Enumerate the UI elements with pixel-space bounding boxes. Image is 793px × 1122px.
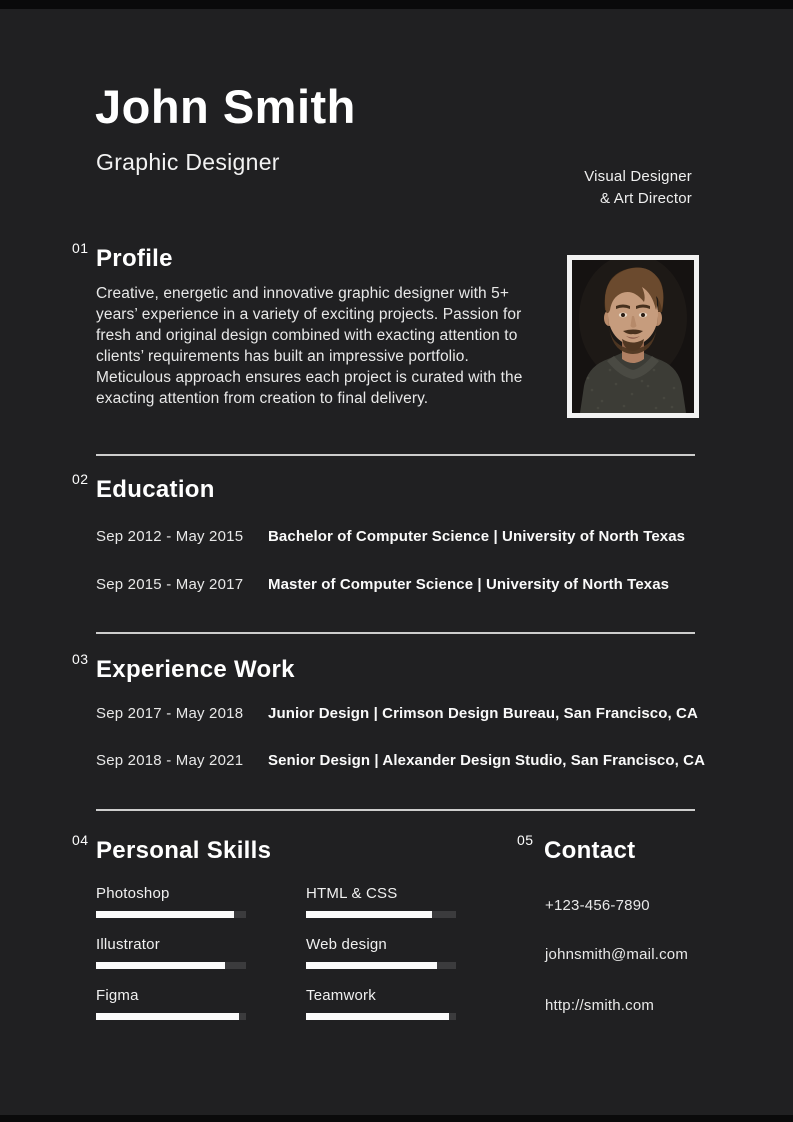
skill-bar: [306, 911, 456, 918]
entry-dates: Sep 2018 - May 2021: [96, 752, 244, 769]
skill-item: [306, 884, 476, 918]
skill-bar: [96, 962, 246, 969]
entry-description: Master of Computer Science | University of North Texas: [268, 576, 670, 593]
skill-bar-fill: [96, 911, 234, 918]
person-name: John Smith: [95, 80, 356, 133]
skill-bar-fill: [96, 1013, 239, 1020]
section-number-skills: 04: [72, 832, 89, 848]
section-title-contact: Contact: [544, 837, 636, 864]
section-title-experience: Experience Work: [96, 656, 295, 683]
education-entry: [96, 526, 736, 547]
skill-bar: [96, 911, 246, 918]
skill-label: Teamwork: [306, 987, 376, 1004]
section-title-skills: Personal Skills: [96, 837, 272, 864]
skill-item: [96, 935, 266, 969]
skill-bar: [306, 1013, 456, 1020]
contact-email: johnsmith@mail.com: [545, 946, 689, 963]
section-number-profile: 01: [72, 240, 89, 256]
entry-dates: Sep 2012 - May 2015: [96, 528, 244, 545]
entry-description: Bachelor of Computer Science | University of North Texas: [268, 528, 686, 545]
section-divider: [96, 454, 695, 456]
contact-website: http://smith.com: [545, 997, 655, 1014]
skill-item: [96, 884, 266, 918]
section-number-education: 02: [72, 471, 89, 487]
skill-bar: [306, 962, 456, 969]
experience-entry: [96, 703, 736, 724]
skill-bar-fill: [306, 911, 432, 918]
skill-label: Web design: [306, 936, 387, 953]
skill-bar-fill: [306, 1013, 449, 1020]
skill-label: Figma: [96, 987, 139, 1004]
page-edge-bottom: [0, 1115, 793, 1122]
skill-item: [96, 986, 266, 1020]
skill-bar: [96, 1013, 246, 1020]
entry-dates: Sep 2017 - May 2018: [96, 705, 244, 722]
section-divider: [96, 809, 695, 811]
skill-item: [306, 986, 476, 1020]
profile-summary: Creative, energetic and innovative graphic designer with 5+ years’ experience in a variety of exciting projects. Passion for fresh and original design combined with exacting attention to clients’ requirements has built an impressive portfolio. Meticulous approach ensures each project is curated with the exacting attention from creation to final delivery.: [96, 285, 523, 407]
section-number-experience: 03: [72, 651, 89, 667]
skill-label: Illustrator: [96, 936, 160, 953]
section-divider: [96, 632, 695, 634]
education-entry: [96, 574, 736, 595]
skill-label: HTML & CSS: [306, 885, 398, 902]
entry-dates: Sep 2015 - May 2017: [96, 576, 244, 593]
person-tagline: [584, 166, 692, 209]
skill-label: Photoshop: [96, 885, 170, 902]
portrait-photo-illustration: [572, 260, 694, 413]
page-edge-top: [0, 0, 793, 9]
entry-description: Senior Design | Alexander Design Studio, San Francisco, CA: [268, 752, 706, 769]
experience-entry: [96, 750, 736, 771]
profile-photo: [567, 255, 699, 418]
section-title-education: Education: [96, 476, 215, 503]
section-title-profile: Profile: [96, 245, 173, 272]
tagline-line-1: Visual Designer: [584, 168, 692, 185]
skill-bar-fill: [96, 962, 225, 969]
section-number-contact: 05: [517, 832, 534, 848]
tagline-line-2: & Art Director: [600, 189, 692, 207]
entry-description: Junior Design | Crimson Design Bureau, San Francisco, CA: [268, 705, 698, 722]
person-role: Graphic Designer: [96, 149, 280, 175]
skill-item: [306, 935, 476, 969]
contact-phone: +123-456-7890: [545, 897, 650, 914]
skill-bar-fill: [306, 962, 437, 969]
